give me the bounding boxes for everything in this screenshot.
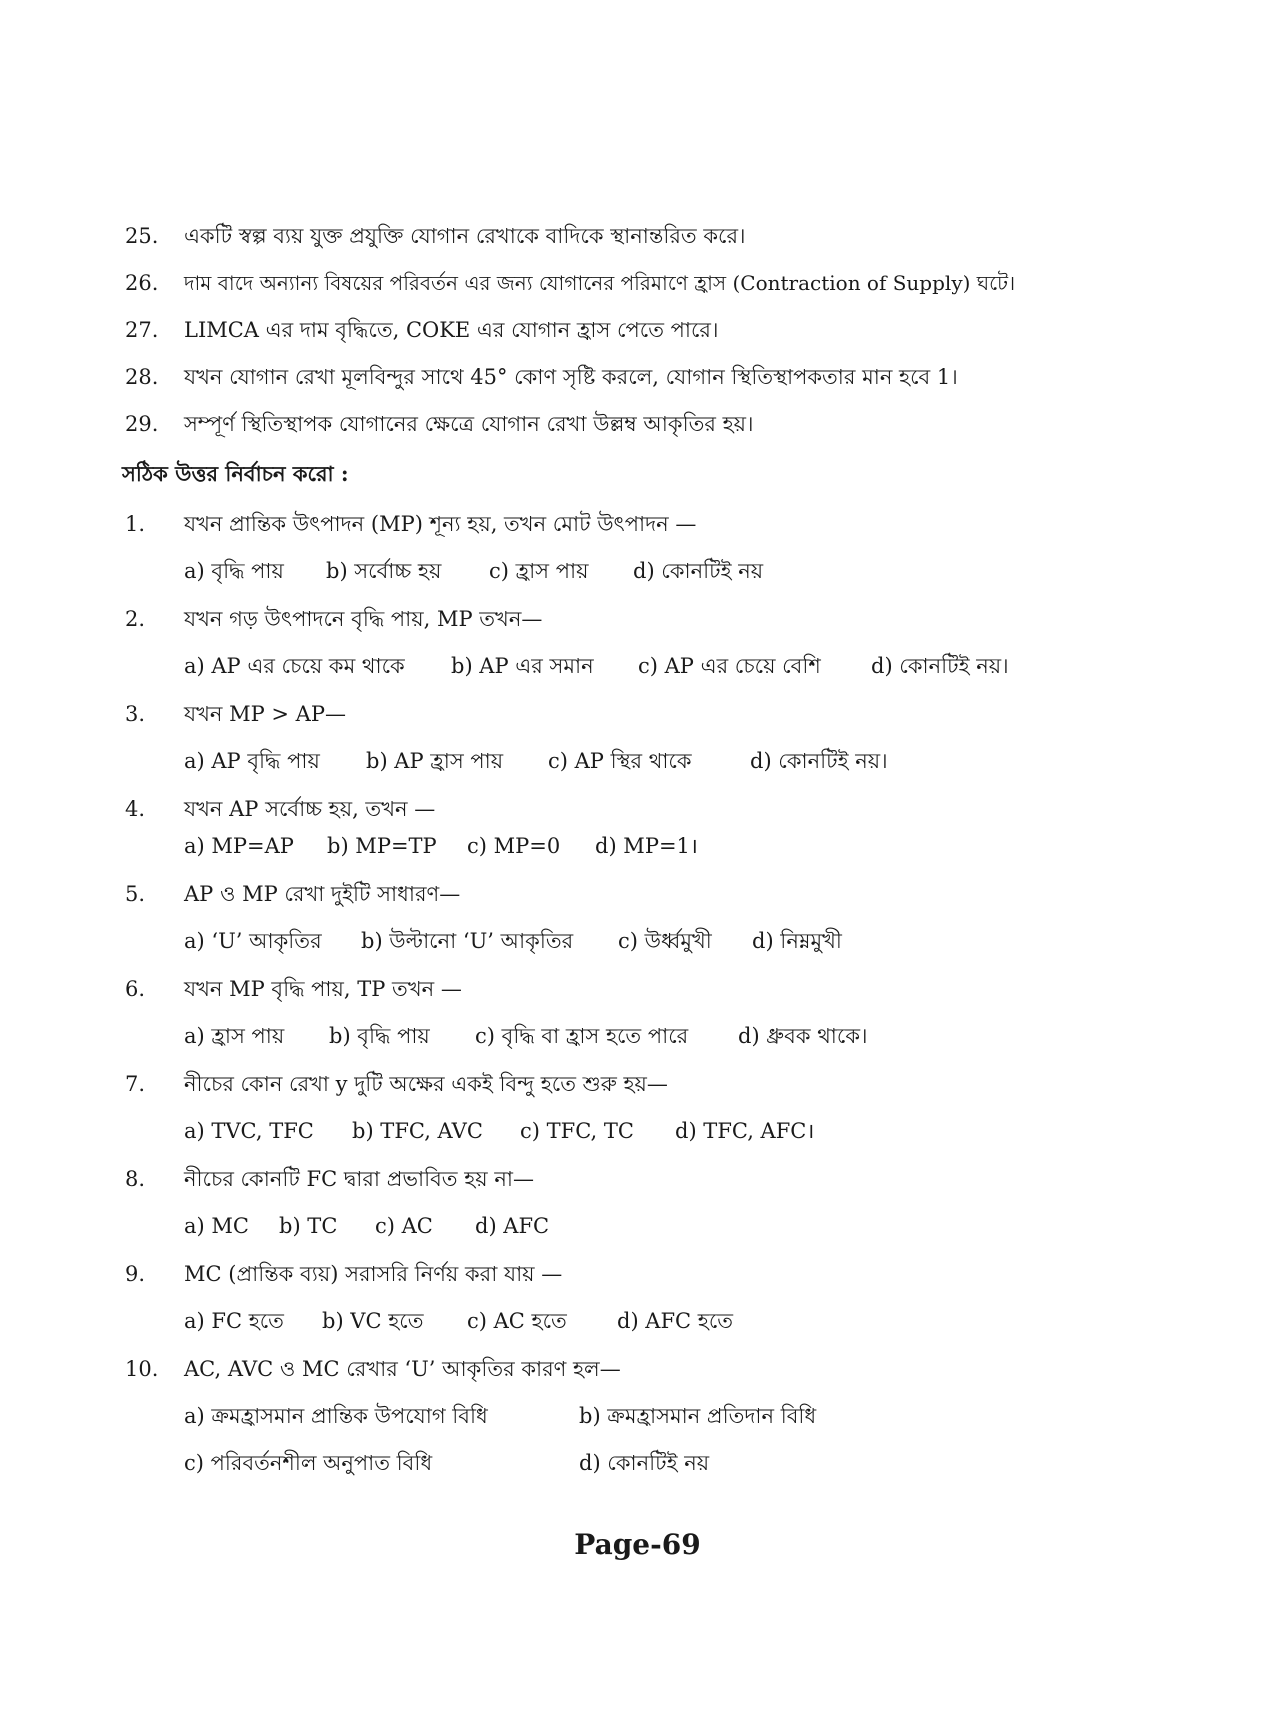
question-row <box>0 694 1275 734</box>
question-row <box>0 1254 1275 1294</box>
option-a: a) MC <box>184 1214 249 1238</box>
option-a: a) হ্রাস পায় <box>184 1024 285 1048</box>
option-b: b) ক্রমহ্রাসমান প্রতিদান বিধি <box>579 1404 817 1428</box>
option-b: b) VC হতে <box>322 1309 424 1333</box>
option-b: b) বৃদ্ধি পায় <box>329 1024 430 1048</box>
question-row <box>0 504 1275 544</box>
question-text: যখন MP বৃদ্ধি পায়, TP তখন — <box>184 977 462 1001</box>
option-c: c) উর্ধ্বমুখী <box>618 929 712 953</box>
option-d: d) AFC <box>475 1214 550 1238</box>
statement-number: 27. <box>125 318 159 342</box>
option-d: d) কোনটিই নয় <box>633 559 764 583</box>
question-text: AP ও MP রেখা দুইটি সাধারণ— <box>184 882 461 906</box>
page-number: Page-69 <box>574 1528 701 1561</box>
option-a: a) MP=AP <box>184 834 294 858</box>
question-number: 10. <box>125 1357 159 1381</box>
options-row <box>0 1301 1275 1341</box>
statement-number: 26. <box>125 271 159 295</box>
question-number: 7. <box>125 1072 146 1096</box>
option-d: d) কোনটিই নয় <box>579 1451 710 1475</box>
question-text: AC, AVC ও MC রেখার ‘U’ আকৃতির কারণ হল— <box>184 1357 621 1381</box>
statement-row <box>0 310 1275 350</box>
option-c: c) AP স্থির থাকে <box>548 749 692 773</box>
question-number: 5. <box>125 882 146 906</box>
option-a: a) AP বৃদ্ধি পায় <box>184 749 320 773</box>
question-text: যখন গড় উৎপাদনে বৃদ্ধি পায়, MP তখন— <box>184 607 543 631</box>
option-c: c) পরিবর্তনশীল অনুপাত বিধি <box>184 1451 433 1475</box>
question-number: 8. <box>125 1167 146 1191</box>
option-d: d) TFC, AFC। <box>675 1119 815 1143</box>
options-row <box>0 1111 1275 1151</box>
option-c: c) AC হতে <box>467 1309 567 1333</box>
option-c: c) বৃদ্ধি বা হ্রাস হতে পারে <box>475 1024 689 1048</box>
option-b: b) সর্বোচ্চ হয় <box>326 559 442 583</box>
statement-text: একটি স্বল্প ব্যয় যুক্ত প্রযুক্তি যোগান রেখাকে বাদিকে স্থানান্তরিত করে। <box>184 224 746 248</box>
options-row <box>0 646 1275 686</box>
statement-text: সম্পূর্ণ স্থিতিস্থাপক যোগানের ক্ষেত্রে যোগান রেখা উল্লম্ব আকৃতির হয়। <box>184 412 754 436</box>
question-text: যখন প্রান্তিক উৎপাদন (MP) শূন্য হয়, তখন মোট উৎপাদন — <box>184 512 697 536</box>
statement-number: 25. <box>125 224 159 248</box>
option-b: b) TFC, AVC <box>352 1119 483 1143</box>
option-a: a) TVC, TFC <box>184 1119 314 1143</box>
statement-row <box>0 357 1275 397</box>
statement-text: যখন যোগান রেখা মূলবিন্দুর সাথে 45° কোণ সৃষ্টি করলে, যোগান স্থিতিস্থাপকতার মান হবে 1। <box>184 365 958 389</box>
option-b: b) উল্টানো ‘U’ আকৃতির <box>361 929 574 953</box>
question-number: 2. <box>125 607 146 631</box>
option-a: a) AP এর চেয়ে কম থাকে <box>184 654 405 678</box>
statement-row <box>0 404 1275 444</box>
options-row <box>0 1443 1275 1483</box>
options-row <box>0 551 1275 591</box>
option-a: a) FC হতে <box>184 1309 284 1333</box>
question-text: যখন AP সর্বোচ্চ হয়, তখন — <box>184 797 436 821</box>
option-d: d) নিম্নমুখী <box>752 929 842 953</box>
option-b: b) AP হ্রাস পায় <box>366 749 504 773</box>
options-row <box>0 1016 1275 1056</box>
option-a: a) ‘U’ আকৃতির <box>184 929 322 953</box>
options-row <box>0 741 1275 781</box>
option-c: c) হ্রাস পায় <box>489 559 589 583</box>
option-d: d) ধ্রুবক থাকে। <box>738 1024 868 1048</box>
options-row <box>0 826 1275 866</box>
option-c: c) TFC, TC <box>520 1119 634 1143</box>
option-d: d) MP=1। <box>595 834 698 858</box>
question-row <box>0 599 1275 639</box>
option-a: a) ক্রমহ্রাসমান প্রান্তিক উপযোগ বিধি <box>184 1404 488 1428</box>
question-row <box>0 969 1275 1009</box>
question-row <box>0 1159 1275 1199</box>
question-text: নীচের কোনটি FC দ্বারা প্রভাবিত হয় না— <box>184 1167 534 1191</box>
options-row <box>0 1206 1275 1246</box>
statement-text: দাম বাদে অন্যান্য বিষয়ের পরিবর্তন এর জন্য যোগানের পরিমাণে হ্রাস (Contraction of Supply) ঘটে। <box>184 271 1016 295</box>
question-row <box>0 1064 1275 1104</box>
option-b: b) MP=TP <box>327 834 437 858</box>
option-a: a) বৃদ্ধি পায় <box>184 559 284 583</box>
statement-text: LIMCA এর দাম বৃদ্ধিতে, COKE এর যোগান হ্রাস পেতে পারে। <box>184 318 719 342</box>
options-row <box>0 921 1275 961</box>
question-number: 6. <box>125 977 146 1001</box>
option-b: b) AP এর সমান <box>451 654 594 678</box>
statement-row <box>0 216 1275 256</box>
statement-number: 29. <box>125 412 159 436</box>
option-d: d) কোনটিই নয়। <box>750 749 888 773</box>
question-row <box>0 874 1275 914</box>
question-number: 9. <box>125 1262 146 1286</box>
option-c: c) AC <box>375 1214 433 1238</box>
option-c: c) MP=0 <box>467 834 561 858</box>
question-text: যখন MP > AP— <box>184 702 346 726</box>
question-row <box>0 789 1275 829</box>
question-number: 4. <box>125 797 146 821</box>
question-row <box>0 1349 1275 1389</box>
statement-number: 28. <box>125 365 159 389</box>
section-heading: সঠিক উত্তর নির্বাচন করো : <box>122 461 349 486</box>
question-text: MC (প্রান্তিক ব্যয়) সরাসরি নির্ণয় করা যায় — <box>184 1262 563 1286</box>
options-row <box>0 1396 1275 1436</box>
option-b: b) TC <box>279 1214 338 1238</box>
question-number: 3. <box>125 702 146 726</box>
option-d: d) AFC হতে <box>617 1309 734 1333</box>
question-number: 1. <box>125 512 146 536</box>
option-d: d) কোনটিই নয়। <box>871 654 1009 678</box>
statement-row <box>0 263 1275 303</box>
question-text: নীচের কোন রেখা y দুটি অক্ষের একই বিন্দু হতে শুরু হয়— <box>184 1072 668 1096</box>
option-c: c) AP এর চেয়ে বেশি <box>638 654 821 678</box>
